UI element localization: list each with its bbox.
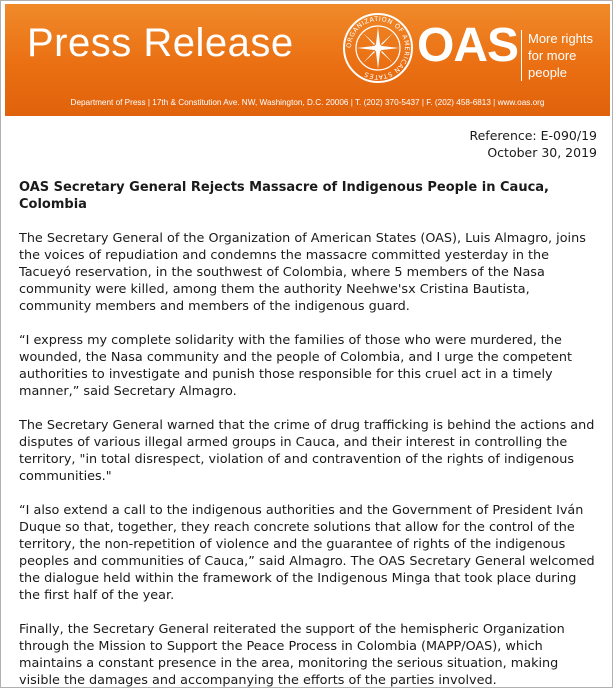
press-release-banner: [5, 4, 610, 116]
tagline-line-2: for more people: [528, 48, 577, 80]
reference-block: [19, 127, 599, 161]
paragraph: “I express my complete solidarity with the families of those who were murdered, the wounded, the Nasa community and the people of Colombia, and I urge the competent authorities to investigate and punish those responsible for this cruel act in a timely manner,” said Secretary Almagro.: [19, 333, 573, 399]
press-department-address: Department of Press | 17th & Constitution Ave. NW, Washington, D.C. 20006 | T. (202) 370-5437 | F. (202) 458-6813 | www.oas.org: [70, 98, 545, 107]
article-headline: OAS Secretary General Rejects Massacre of Indigenous People in Cauca, Colombia: [19, 180, 549, 212]
paragraph: Finally, the Secretary General reiterated the support of the hemispheric Organization through the Mission to Support the Peace Process in Colombia (MAPP/OAS), which maintains a constant presence in the area, monitoring the serious situation, making visible the damages and accompanying the efforts of the parties involved.: [19, 622, 565, 688]
paragraph: The Secretary General of the Organization of American States (OAS), Luis Almagro, joins the voices of repudiation and condemns the massacre committed yesterday in the Tacueyó reservation, in the southwest of Colombia, where 5 members of the Nasa community were killed, among them the authority Neehwe'sx Cristina Bautista, community members and members of the indigenous guard.: [19, 231, 586, 314]
paragraph: The Secretary General warned that the crime of drug trafficking is behind the actions and disputes of various illegal armed groups in Cauca, and their interest in controlling the territory, "in total disrespect, violation of and contravention of the rights of indigenous communities.": [19, 418, 595, 484]
release-date: October 30, 2019: [487, 145, 597, 160]
banner-title: Press Release: [27, 21, 294, 65]
seal-text: ORGANIZATION OF AMERICAN STATES: [344, 14, 412, 82]
oas-wordmark: OAS: [417, 19, 519, 72]
tagline: [521, 30, 613, 81]
reference-number: Reference: E-090/19: [469, 128, 597, 143]
tagline-line-1: More rights: [528, 31, 594, 46]
press-release-body: [19, 127, 599, 688]
paragraph: “I also extend a call to the indigenous authorities and the Government of President Iván Duque so that, together, they reach concrete solutions that allow for the control of the territory, the non-repetition of violence and the guarantee of rights of the indigenous peoples and communities of Cauca,” said Almagro. The OAS Secretary General welcomed the dialogue held within the framework of the Indigenous Minga that took place during the first half of the year.: [19, 503, 595, 603]
oas-seal-logo: [343, 13, 413, 83]
